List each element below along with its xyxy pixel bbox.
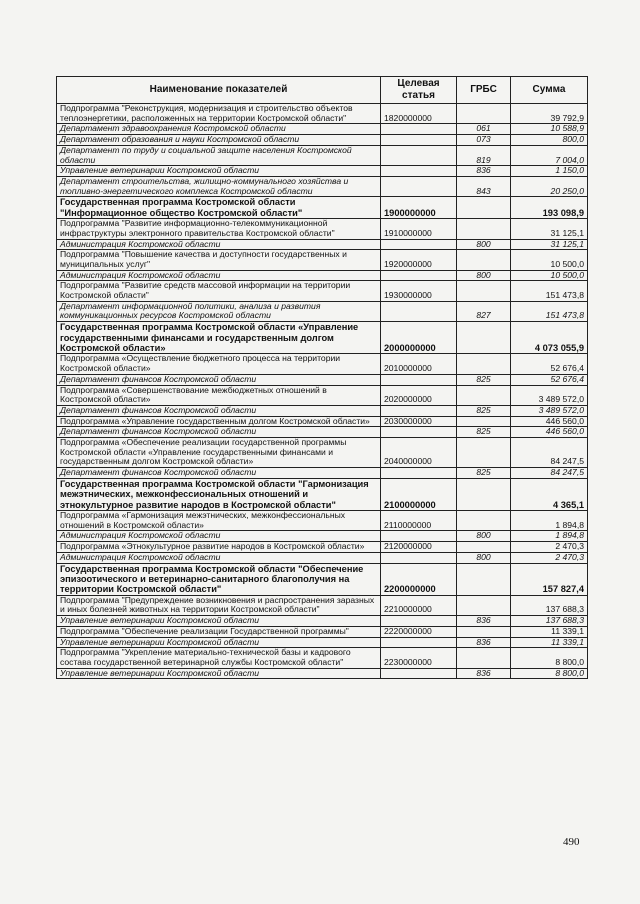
row-grbs-cell — [457, 563, 511, 595]
row-target-cell: 2210000000 — [381, 595, 457, 615]
row-name-cell: Департамент финансов Костромской области — [57, 405, 381, 416]
row-name-cell: Подпрограмма «Совершенствование межбюджетных отношений в Костромской области» — [57, 385, 381, 405]
row-grbs-cell: 061 — [457, 124, 511, 135]
row-amount-cell: 10 500,0 — [511, 250, 588, 270]
row-amount-cell: 39 792,9 — [511, 104, 588, 124]
table-row — [57, 281, 588, 301]
table-row — [57, 626, 588, 637]
row-name-cell: Подпрограмма "Повышение качества и доступности государственных и муниципальных услуг" — [57, 250, 381, 270]
row-amount-cell: 11 339,1 — [511, 626, 588, 637]
table-row — [57, 166, 588, 177]
row-name-cell: Управление ветеринарии Костромской области — [57, 668, 381, 679]
row-amount-cell: 157 827,4 — [511, 563, 588, 595]
row-name-cell: Подпрограмма "Укрепление материально-технической базы и кадрового состава государственной ветеринарной службы Костромской области" — [57, 648, 381, 668]
table-row — [57, 668, 588, 679]
row-name-cell: Управление ветеринарии Костромской области — [57, 166, 381, 177]
row-name-cell: Департамент по труду и социальной защите населения Костромской области — [57, 145, 381, 165]
row-target-cell — [381, 301, 457, 321]
row-target-cell: 2020000000 — [381, 385, 457, 405]
row-grbs-cell: 800 — [457, 239, 511, 250]
table-row — [57, 135, 588, 146]
row-amount-cell: 31 125,1 — [511, 239, 588, 250]
table-row — [57, 270, 588, 281]
table-row — [57, 552, 588, 563]
row-grbs-cell — [457, 542, 511, 553]
table-row — [57, 427, 588, 438]
row-target-cell — [381, 166, 457, 177]
row-target-cell — [381, 616, 457, 627]
row-amount-cell: 193 098,9 — [511, 197, 588, 219]
header-grbs: ГРБС — [457, 77, 511, 104]
table-row — [57, 478, 588, 510]
row-grbs-cell — [457, 322, 511, 354]
row-target-cell: 1910000000 — [381, 219, 457, 239]
row-amount-cell: 151 473,8 — [511, 301, 588, 321]
row-target-cell: 2100000000 — [381, 478, 457, 510]
row-grbs-cell: 836 — [457, 668, 511, 679]
row-amount-cell: 1 894,8 — [511, 511, 588, 531]
row-amount-cell: 84 247,5 — [511, 438, 588, 468]
row-grbs-cell: 825 — [457, 374, 511, 385]
row-name-cell: Подпрограмма "Обеспечение реализации Государственной программы" — [57, 626, 381, 637]
table-row — [57, 239, 588, 250]
row-grbs-cell — [457, 511, 511, 531]
row-name-cell: Государственная программа Костромской области "Обеспечение эпизоотического и ветеринарно-санитарного благополучия на территории Костромской области" — [57, 563, 381, 595]
table-row — [57, 354, 588, 374]
row-target-cell — [381, 427, 457, 438]
row-name-cell: Администрация Костромской области — [57, 552, 381, 563]
row-target-cell — [381, 124, 457, 135]
row-name-cell: Государственная программа Костромской области "Информационное общество Костромской области" — [57, 197, 381, 219]
row-grbs-cell — [457, 104, 511, 124]
row-target-cell — [381, 270, 457, 281]
page-number: 490 — [563, 836, 580, 848]
table-row — [57, 374, 588, 385]
row-name-cell: Департамент здравоохранения Костромской области — [57, 124, 381, 135]
row-grbs-cell: 800 — [457, 552, 511, 563]
row-grbs-cell — [457, 281, 511, 301]
row-grbs-cell — [457, 354, 511, 374]
row-name-cell: Подпрограмма «Гармонизация межэтнических, межконфессиональных отношений в Костромской области» — [57, 511, 381, 531]
row-target-cell — [381, 239, 457, 250]
row-grbs-cell — [457, 197, 511, 219]
table-row — [57, 531, 588, 542]
row-amount-cell: 2 470,3 — [511, 542, 588, 553]
table-header-row — [57, 77, 588, 104]
row-amount-cell: 10 500,0 — [511, 270, 588, 281]
row-name-cell: Администрация Костромской области — [57, 270, 381, 281]
table-row — [57, 416, 588, 427]
header-name: Наименование показателей — [57, 77, 381, 104]
row-name-cell: Департамент финансов Костромской области — [57, 427, 381, 438]
row-amount-cell: 11 339,1 — [511, 637, 588, 648]
table-row — [57, 219, 588, 239]
row-grbs-cell — [457, 478, 511, 510]
row-amount-cell: 52 676,4 — [511, 354, 588, 374]
row-name-cell: Государственная программа Костромской области «Управление государственными финансами и государственным долгом Костромской области» — [57, 322, 381, 354]
row-target-cell: 1920000000 — [381, 250, 457, 270]
header-amount: Сумма — [511, 77, 588, 104]
row-grbs-cell: 836 — [457, 637, 511, 648]
table-row — [57, 405, 588, 416]
row-name-cell: Подпрограмма "Развитие информационно-телекоммуникационной инфраструктуры электронного правительства Костромской области" — [57, 219, 381, 239]
row-grbs-cell — [457, 626, 511, 637]
row-amount-cell: 10 588,9 — [511, 124, 588, 135]
table-row — [57, 648, 588, 668]
row-grbs-cell: 827 — [457, 301, 511, 321]
row-amount-cell: 31 125,1 — [511, 219, 588, 239]
row-amount-cell: 137 688,3 — [511, 616, 588, 627]
row-amount-cell: 4 073 055,9 — [511, 322, 588, 354]
row-target-cell — [381, 637, 457, 648]
row-amount-cell: 1 894,8 — [511, 531, 588, 542]
table-row — [57, 438, 588, 468]
row-amount-cell: 52 676,4 — [511, 374, 588, 385]
row-name-cell: Департамент информационной политики, анализа и развития коммуникационных ресурсов Костромской области — [57, 301, 381, 321]
row-amount-cell: 3 489 572,0 — [511, 405, 588, 416]
row-grbs-cell — [457, 648, 511, 668]
row-grbs-cell — [457, 219, 511, 239]
row-target-cell — [381, 531, 457, 542]
row-target-cell: 2120000000 — [381, 542, 457, 553]
row-grbs-cell: 836 — [457, 616, 511, 627]
row-target-cell: 2000000000 — [381, 322, 457, 354]
row-grbs-cell: 825 — [457, 427, 511, 438]
row-name-cell: Подпрограмма «Осуществление бюджетного процесса на территории Костромской области» — [57, 354, 381, 374]
row-grbs-cell: 800 — [457, 531, 511, 542]
row-target-cell: 1930000000 — [381, 281, 457, 301]
row-amount-cell: 2 470,3 — [511, 552, 588, 563]
row-grbs-cell — [457, 595, 511, 615]
row-target-cell: 2230000000 — [381, 648, 457, 668]
row-target-cell — [381, 176, 457, 196]
row-amount-cell: 7 004,0 — [511, 145, 588, 165]
row-grbs-cell: 843 — [457, 176, 511, 196]
table-row — [57, 542, 588, 553]
row-grbs-cell: 836 — [457, 166, 511, 177]
row-amount-cell: 20 250,0 — [511, 176, 588, 196]
table-row — [57, 301, 588, 321]
row-name-cell: Подпрограмма "Развитие средств массовой информации на территории Костромской области" — [57, 281, 381, 301]
row-grbs-cell: 073 — [457, 135, 511, 146]
row-amount-cell: 1 150,0 — [511, 166, 588, 177]
table-row — [57, 563, 588, 595]
row-amount-cell: 446 560,0 — [511, 416, 588, 427]
row-name-cell: Администрация Костромской области — [57, 531, 381, 542]
row-target-cell — [381, 405, 457, 416]
row-name-cell: Департамент финансов Костромской области — [57, 468, 381, 479]
row-grbs-cell — [457, 416, 511, 427]
row-amount-cell: 446 560,0 — [511, 427, 588, 438]
row-name-cell: Подпрограмма «Этнокультурное развитие народов в Костромской области» — [57, 542, 381, 553]
row-target-cell — [381, 374, 457, 385]
table-row — [57, 511, 588, 531]
table-row — [57, 124, 588, 135]
row-target-cell: 2010000000 — [381, 354, 457, 374]
row-grbs-cell — [457, 385, 511, 405]
row-name-cell: Управление ветеринарии Костромской области — [57, 616, 381, 627]
row-name-cell: Подпрограмма "Реконструкция, модернизация и строительство объектов теплоэнергетики, расположенных на территории Костромской области" — [57, 104, 381, 124]
table-row — [57, 616, 588, 627]
budget-table — [56, 76, 588, 679]
row-target-cell — [381, 468, 457, 479]
table-row — [57, 197, 588, 219]
row-name-cell: Подпрограмма «Управление государственным долгом Костромской области» — [57, 416, 381, 427]
row-target-cell: 2030000000 — [381, 416, 457, 427]
row-grbs-cell: 819 — [457, 145, 511, 165]
table-row — [57, 385, 588, 405]
row-name-cell: Подпрограмма "Предупреждение возникновения и распространения заразных и иных болезней животных на территории Костромской области" — [57, 595, 381, 615]
row-name-cell: Управление ветеринарии Костромской области — [57, 637, 381, 648]
row-target-cell: 2040000000 — [381, 438, 457, 468]
row-target-cell: 2110000000 — [381, 511, 457, 531]
row-target-cell: 2220000000 — [381, 626, 457, 637]
row-target-cell — [381, 145, 457, 165]
row-target-cell — [381, 552, 457, 563]
row-name-cell: Администрация Костромской области — [57, 239, 381, 250]
row-grbs-cell: 800 — [457, 270, 511, 281]
table-row — [57, 250, 588, 270]
row-amount-cell: 151 473,8 — [511, 281, 588, 301]
row-grbs-cell — [457, 438, 511, 468]
table-body — [57, 104, 588, 679]
table-row — [57, 468, 588, 479]
row-grbs-cell: 825 — [457, 468, 511, 479]
row-amount-cell: 137 688,3 — [511, 595, 588, 615]
row-target-cell — [381, 668, 457, 679]
row-target-cell: 1820000000 — [381, 104, 457, 124]
row-grbs-cell: 825 — [457, 405, 511, 416]
row-name-cell: Подпрограмма «Обеспечение реализации государственной программы Костромской области «Управление государственными финансами и государственным долгом Костромской области» — [57, 438, 381, 468]
row-amount-cell: 4 365,1 — [511, 478, 588, 510]
row-grbs-cell — [457, 250, 511, 270]
table-row — [57, 104, 588, 124]
row-target-cell: 1900000000 — [381, 197, 457, 219]
table-row — [57, 637, 588, 648]
row-name-cell: Департамент образования и науки Костромской области — [57, 135, 381, 146]
row-amount-cell: 800,0 — [511, 135, 588, 146]
row-name-cell: Государственная программа Костромской области "Гармонизация межэтнических, межконфессиональных отношений и этнокультурное развитие народов в Костромской области" — [57, 478, 381, 510]
table-row — [57, 595, 588, 615]
header-target: Целевая статья — [381, 77, 457, 104]
row-amount-cell: 8 800,0 — [511, 648, 588, 668]
row-target-cell: 2200000000 — [381, 563, 457, 595]
table-row — [57, 176, 588, 196]
row-amount-cell: 3 489 572,0 — [511, 385, 588, 405]
table-row — [57, 322, 588, 354]
row-name-cell: Департамент финансов Костромской области — [57, 374, 381, 385]
row-amount-cell: 84 247,5 — [511, 468, 588, 479]
row-target-cell — [381, 135, 457, 146]
table-row — [57, 145, 588, 165]
row-amount-cell: 8 800,0 — [511, 668, 588, 679]
row-name-cell: Департамент строительства, жилищно-коммунального хозяйства и топливно-энергетического комплекса Костромской области — [57, 176, 381, 196]
